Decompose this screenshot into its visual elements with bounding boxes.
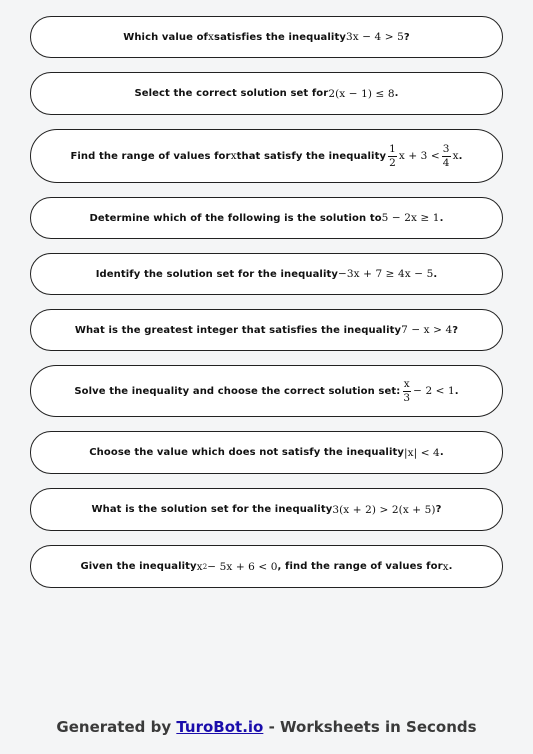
math-variable: x [196,560,203,573]
math-expression: 3(x + 2) > 2(x + 5) [332,503,436,516]
fraction-numerator: 1 [389,143,396,155]
fraction-numerator: x [403,378,410,390]
question-8-punct: . [439,447,444,458]
question-2 [30,72,503,115]
fraction-three-quarters [442,144,451,168]
question-9 [30,488,503,531]
question-7-text: Solve the inequality and choose the correct solution set: [74,385,401,397]
math-expression: 3x − 4 > 5 [345,31,404,43]
question-9-punct: ? [435,504,442,515]
question-8 [30,431,503,474]
math-expression: − 2 < 1 [413,385,455,397]
question-7 [30,365,503,417]
math-variable: x [452,150,459,162]
math-expression: x + 3 < [398,150,440,162]
math-expression: 7 − x > 4 [401,324,453,336]
question-6 [30,309,503,351]
question-8-text: Choose the value which does not satisfy the inequality [89,447,404,458]
question-list [30,16,503,602]
question-4-text: Determine which of the following is the solution to [89,212,382,224]
math-exponent: 2 [202,562,208,571]
footer-prefix: Generated by [56,718,177,736]
question-6-text: What is the greatest integer that satisfies the inequality [74,324,402,336]
fraction-x-over-3 [402,379,411,403]
fraction-denominator: 4 [442,156,450,169]
math-expression: − 5x + 6 < 0 [207,560,278,573]
question-1-text-mid: satisfies the inequality [214,31,346,43]
question-10-text-mid: , find the range of values for [277,561,443,572]
question-1-text: Which value of [123,31,208,43]
question-3-text-mid: that satisfy the inequality [236,150,387,162]
question-2-punct: . [394,88,399,99]
question-10 [30,545,503,588]
footer-suffix: - Worksheets in Seconds [263,718,477,736]
turobot-link[interactable]: TuroBot.io [176,718,264,736]
question-4 [30,197,503,239]
math-expression: −3x + 7 ≥ 4x − 5 [337,268,434,280]
question-5 [30,253,503,295]
fraction-denominator: 2 [389,156,396,169]
question-10-text: Given the inequality [80,561,197,572]
fraction-one-half [388,144,397,168]
question-4-punct: . [439,212,444,224]
footer [0,718,533,736]
fraction-numerator: 3 [442,143,450,155]
math-expression: |x| < 4 [403,446,440,459]
question-7-punct: . [454,385,459,397]
question-3 [30,129,503,183]
math-variable: x [208,31,215,43]
question-1-punct: ? [403,31,410,43]
question-6-punct: ? [452,324,459,336]
fraction-denominator: 3 [403,391,411,404]
math-variable: x [442,560,449,573]
math-expression: 2(x − 1) ≤ 8 [328,87,395,100]
question-2-text: Select the correct solution set for [134,88,329,99]
question-9-text: What is the solution set for the inequality [91,504,333,515]
question-10-punct: . [448,561,453,572]
math-variable: x [230,150,237,162]
math-expression: 5 − 2x ≥ 1 [381,212,440,224]
question-5-punct: . [433,268,438,280]
question-3-punct: . [458,150,463,162]
question-5-text: Identify the solution set for the inequality [95,268,338,280]
question-3-text: Find the range of values for [70,150,231,162]
question-1 [30,16,503,58]
